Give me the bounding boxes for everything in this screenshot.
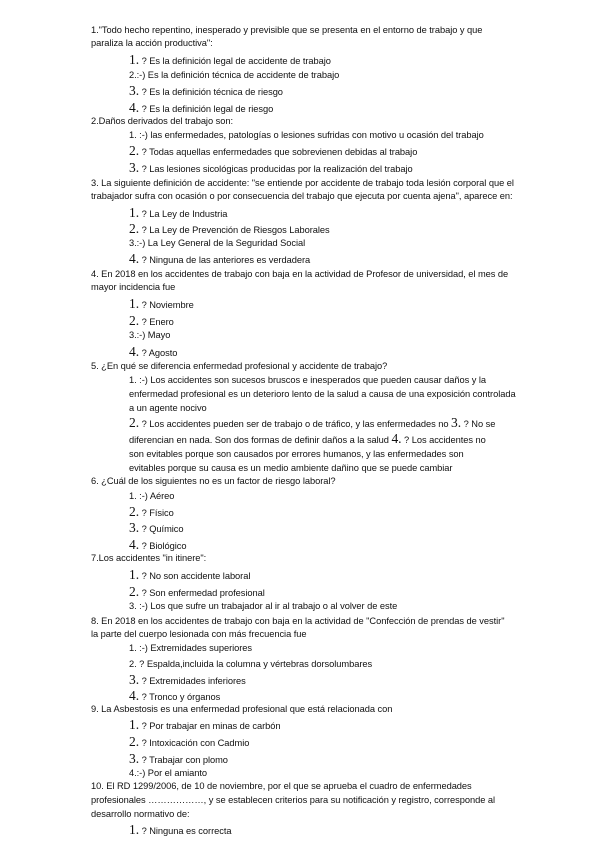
option-text: ? Noviembre [141,300,194,310]
q10-option-1 [129,823,231,838]
q8-option-1: 1. :-) Extremidades superiores [129,643,253,653]
q1-option-1 [129,53,331,68]
option-number: 2. [129,584,140,599]
q5-option-1-line-3: a un agente nocivo [129,403,207,413]
q3-option-4 [129,252,310,267]
question-4-line-2: mayor incidencia fue [91,282,176,292]
option-number: 1. [129,205,140,220]
q9-option-2 [129,735,249,750]
q1-option-4 [129,101,273,116]
q4-option-4 [129,345,177,360]
option-text: ? La Ley de Industria [141,209,228,219]
q9-option-1 [129,718,281,733]
q2-option-2 [129,144,417,159]
q4-option-2 [129,314,174,329]
option-text: ? Las lesiones sicológicas producidas por la realización del trabajo [141,164,413,174]
option-number: 2. [129,313,140,328]
option-text: ? No se [463,419,496,429]
q4-option-1 [129,297,194,312]
question-10-line-1: 10. El RD 1299/2006, de 10 de noviembre, por el que se aprueba el cuadro de enfermedades [91,781,472,791]
question-1-line-2: paraliza la acción productiva": [91,38,213,48]
option-number: 3. [129,83,140,98]
option-text: ? Es la definición técnica de riesgo [141,87,283,97]
q5-option-4-line-3: evitables porque su causa es un medio ambiente dañino que se puede cambiar [129,463,453,473]
question-1-line-1: 1."Todo hecho repentino, inesperado y previsible que se presenta en el entorno de trabajo y que [91,25,483,35]
option-text: ? Enero [141,317,174,327]
option-number: 1. [129,567,140,582]
q5-option-3-4-line [129,432,486,447]
option-number: 2. [129,734,140,749]
option-number: 3. [129,672,140,687]
question-6: 6. ¿Cuál de los siguientes no es un factor de riesgo laboral? [91,476,336,486]
q5-option-1-line-2: enfermedad profesional es un deterioro lento de la salud a causa de una exposición controlada [129,389,516,399]
q6-option-3 [129,521,184,536]
q6-option-1: 1. :-) Aéreo [129,491,175,501]
option-number: 2. [129,221,140,236]
question-8-line-2: la parte del cuerpo lesionada con más frecuencia fue [91,629,307,639]
option-text: ? Tronco y órganos [141,692,221,702]
option-text: ? Es la definición legal de riesgo [141,104,274,114]
question-5: 5. ¿En qué se diferencia enfermedad profesional y accidente de trabajo? [91,361,388,371]
option-text: ? Todas aquellas enfermedades que sobrevienen debidas al trabajo [141,147,418,157]
question-9: 9. La Asbestosis es una enfermedad profesional que está relacionada con [91,704,393,714]
option-text: ? La Ley de Prevención de Riesgos Laborales [141,225,330,235]
q7-option-2 [129,585,265,600]
q5-option-4-line-2: son evitables porque son causados por errores humanos, y las enfermedades son [129,449,464,459]
option-text: ? Intoxicación con Cadmio [141,738,250,748]
option-number: 3. [129,160,140,175]
q6-option-4 [129,538,187,553]
option-number: 2. [129,415,140,430]
option-number: 4. [129,251,140,266]
question-3-line-1: 3. La siguiente definición de accidente: "se entiende por accidente de trabajo toda lesión corporal que el [91,178,514,188]
option-number: 4. [129,688,140,703]
q9-option-3 [129,752,228,767]
option-number: 1. [129,52,140,67]
question-10-line-2: profesionales ………………, y se establecen criterios para su notificación y registro, corresponde al [91,795,495,805]
q9-option-4: 4.:-) Por el amianto [129,768,208,778]
question-4-line-1: 4. En 2018 en los accidentes de trabajo con baja en la actividad de Profesor de universidad, el mes de [91,269,509,279]
question-3-line-2: trabajador sufra con ocasión o por consecuencia del trabajo que ejecuta por cuenta ajena", aparece en: [91,191,513,201]
q8-option-3 [129,673,246,688]
q1-option-2: 2.:-) Es la definición técnica de accidente de trabajo [129,70,340,80]
q6-option-2 [129,505,174,520]
option-text: ? Los accidentes no [404,435,486,445]
option-number: 1. [129,822,140,837]
q8-option-4 [129,689,220,704]
option-text: ? No son accidente laboral [141,571,251,581]
option-text: ? Es la definición legal de accidente de trabajo [141,56,331,66]
option-number: 4. [129,344,140,359]
option-number: 2. [129,504,140,519]
q8-option-2: 2. ? Espalda,incluida la columna y vértebras dorsolumbares [129,659,373,669]
option-text: ? Los accidentes pueden ser de trabajo o de tráfico, y las enfermedades no [141,419,449,429]
question-7: 7.Los accidentes "in itinere": [91,553,207,563]
q2-option-1: 1. :-) las enfermedades, patologías o lesiones sufridas con motivo u ocasión del trabajo [129,130,484,140]
option-text: ? Agosto [141,348,178,358]
option-text: diferencian en nada. Son dos formas de definir daños a la salud [129,435,389,445]
question-2: 2.Daños derivados del trabajo son: [91,116,233,126]
q7-option-1 [129,568,250,583]
option-number: 4. [391,431,402,446]
q5-option-1-line-1: 1. :-) Los accidentes son sucesos bruscos e inesperados que pueden causar daños y la [129,375,487,385]
option-text: ? Ninguna es correcta [141,826,232,836]
option-number: 1. [129,296,140,311]
option-number: 1. [129,717,140,732]
option-text: ? Biológico [141,541,187,551]
option-text: ? Físico [141,508,174,518]
option-number: 4. [129,537,140,552]
option-number: 4. [129,100,140,115]
option-number: 2. [129,143,140,158]
q3-option-3: 3.:-) La Ley General de la Seguridad Social [129,238,306,248]
option-text: ? Químico [141,524,184,534]
option-number: 3. [129,520,140,535]
q4-option-3: 3.:-) Mayo [129,330,171,340]
q5-option-2-3-line [129,416,495,431]
option-text: ? Ninguna de las anteriores es verdadera [141,255,311,265]
q3-option-2 [129,222,330,237]
option-text: ? Extremidades inferiores [141,676,246,686]
q7-option-3: 3. :-) Los que sufre un trabajador al ir al trabajo o al volver de este [129,601,398,611]
q3-option-1 [129,206,227,221]
option-text: ? Son enfermedad profesional [141,588,265,598]
question-8-line-1: 8. En 2018 en los accidentes de trabajo con baja en la actividad de "Confección de prendas de vestir" [91,616,505,626]
q2-option-3 [129,161,413,176]
question-10-line-3: desarrollo normativo de: [91,809,190,819]
option-text: ? Por trabajar en minas de carbón [141,721,281,731]
option-text: ? Trabajar con plomo [141,755,228,765]
option-number: 3. [129,751,140,766]
option-number: 3. [451,415,462,430]
q1-option-3 [129,84,283,99]
